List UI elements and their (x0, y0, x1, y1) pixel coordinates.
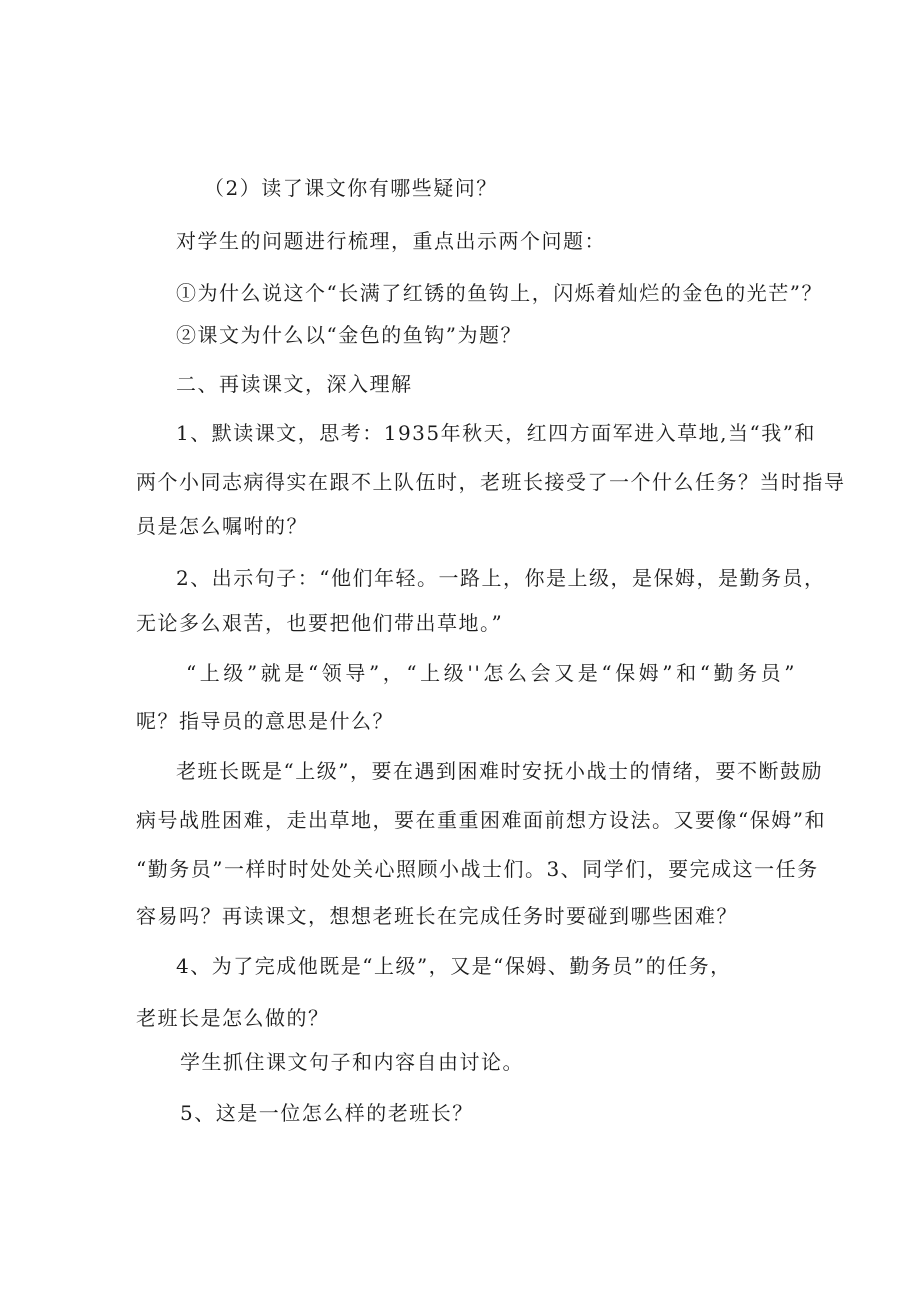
item-4-line-1: 4、为了完成他既是“上级”，又是“保姆、勤务员”的任务， (176, 954, 732, 978)
item-1-line-2: 两个小同志病得实在跟不上队伍时，老班长接受了一个什么任务？当时指导 (136, 470, 846, 494)
question-2-line: （2）读了课文你有哪些疑问？ (204, 176, 498, 200)
item-1-line-1: 1、默读课文，思考：1935年秋天，红四方面军进入草地,当“我”和 (176, 421, 816, 445)
item-2-line-1: 2、出示句子：“他们年轻。一路上，你是上级，是保姆，是勤务员， (176, 566, 826, 590)
item-5-line: 5、这是一位怎么样的老班长？ (180, 1101, 474, 1125)
answer-line-2: 病号战胜困难，走出草地，要在重重困难面前想方设法。又要像“保姆”和 (136, 808, 826, 832)
question-circle-1: ①为什么说这个“长满了红锈的鱼钩上，闪烁着灿烂的金色的光芒”？ (176, 281, 823, 305)
answer-line-4: 容易吗？再读课文，想想老班长在完成任务时要碰到哪些困难？ (136, 904, 738, 928)
item-4-line-2: 老班长是怎么做的？ (136, 1006, 330, 1030)
analysis-line-2: 呢？指导员的意思是什么？ (136, 709, 394, 733)
discussion-line: 学生抓住课文句子和内容自由讨论。 (180, 1050, 524, 1074)
sort-questions-line: 对学生的问题进行梳理，重点出示两个问题： (176, 229, 606, 253)
section-heading-2: 二、再读课文，深入理解 (176, 372, 413, 396)
question-circle-2: ②课文为什么以“金色的鱼钩”为题？ (176, 323, 522, 347)
item-2-line-2: 无论多么艰苦，也要把他们带出草地。” (136, 611, 504, 635)
item-1-line-3: 员是怎么嘱咐的？ (136, 514, 308, 538)
answer-line-3: “勤务员”一样时时处处关心照顾小战士们。3、同学们，要完成这一任务 (136, 857, 819, 881)
answer-line-1: 老班长既是“上级”，要在遇到困难时安抚小战士的情绪，要不断鼓励 (176, 759, 823, 783)
analysis-line-1: “上级”就是“领导”，“上级''怎么会又是“保姆”和“勤务员” (186, 661, 796, 685)
